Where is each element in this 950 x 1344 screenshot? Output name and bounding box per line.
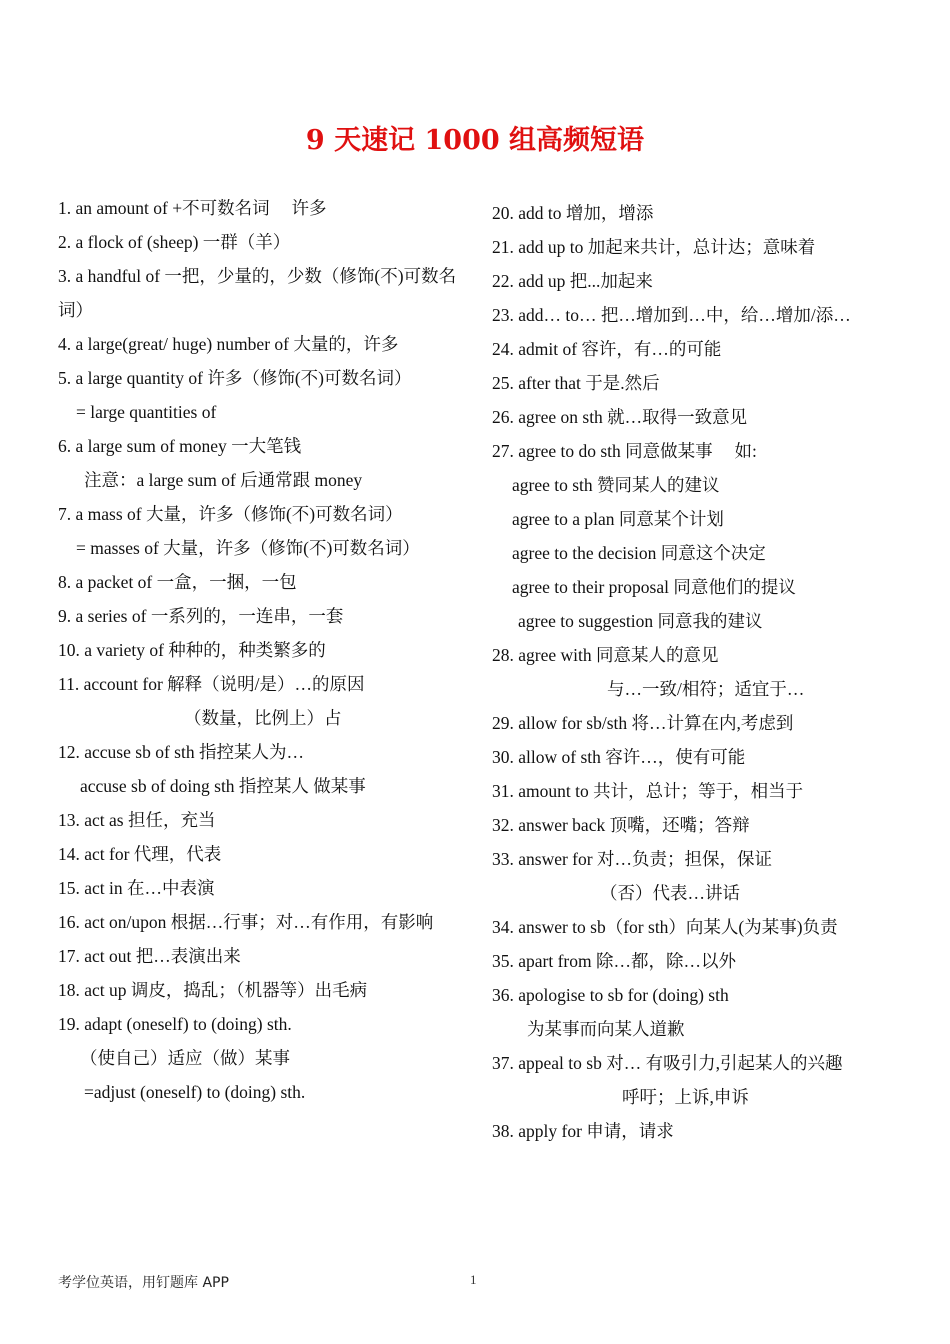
phrase-entry: 19. adapt (oneself) to (doing) sth.: [58, 1014, 292, 1034]
phrase-entry: 32. answer back 顶嘴，还嘴；答辩: [492, 815, 750, 835]
phrase-entry: 18. act up 调皮，捣乱；（机器等）出毛病: [58, 980, 368, 1000]
phrase-entry: 2. a flock of (sheep) 一群（羊）: [58, 232, 291, 252]
phrase-subline: = masses of 大量，许多（修饰(不)可数名词）: [76, 538, 420, 558]
phrase-entry: 12. accuse sb of sth 指控某人为…: [58, 742, 304, 762]
left-column: [58, 191, 458, 1109]
phrase-entry: 8. a packet of 一盒，一捆，一包: [58, 572, 297, 592]
phrase-entry: 1. an amount of +不可数名词 许多: [58, 198, 327, 218]
phrase-entry: 35. apart from 除…都，除…以外: [492, 951, 736, 971]
phrase-entry: 3. a handful of 一把，少量的，少数（修饰(不)可数名词）: [58, 266, 457, 320]
phrase-example: agree to the decision 同意这个决定: [512, 543, 766, 563]
phrase-example: agree to a plan 同意某个计划: [512, 509, 724, 529]
phrase-entry: 30. allow of sth 容许…，使有可能: [492, 747, 746, 767]
phrase-note: 注意：a large sum of 后通常跟 money: [84, 470, 363, 490]
phrase-example: agree to sth 赞同某人的建议: [512, 475, 720, 495]
phrase-entry: 16. act on/upon 根据…行事；对…有作用，有影响: [58, 912, 434, 932]
phrase-entry: 33. answer for 对…负责；担保，保证: [492, 849, 772, 869]
phrase-subline: （使自己）适应（做）某事: [80, 1048, 290, 1068]
phrase-entry: 22. add up 把...加起来: [492, 271, 653, 291]
phrase-entry: 31. amount to 共计，总计；等于，相当于: [492, 781, 804, 801]
phrase-entry: 5. a large quantity of 许多（修饰(不)可数名词）: [58, 368, 412, 388]
phrase-entry: 17. act out 把…表演出来: [58, 946, 241, 966]
phrase-entry: 34. answer to sb（for sth）向某人(为某事)负责: [492, 917, 838, 937]
phrase-subline: 与…一致/相符；适宜于…: [607, 679, 805, 699]
phrase-entry: 25. after that 于是.然后: [492, 373, 660, 393]
phrase-entry: 9. a series of 一系列的，一连串，一套: [58, 606, 344, 626]
phrase-subline: =adjust (oneself) to (doing) sth.: [84, 1082, 306, 1102]
phrase-entry: 23. add… to… 把…增加到…中，给…增加/添…: [492, 305, 851, 325]
footer-text: 考学位英语，用钉题库 APP: [58, 1275, 229, 1291]
phrase-subline: （数量，比例上）占: [184, 708, 342, 728]
phrase-entry: 36. apologise to sb for (doing) sth: [492, 985, 729, 1005]
phrase-subline: = large quantities of: [76, 402, 217, 422]
phrase-entry: 20. add to 增加，增添: [492, 203, 654, 223]
right-column: [492, 196, 902, 1148]
phrase-entry: 37. appeal to sb 对… 有吸引力,引起某人的兴趣: [492, 1053, 843, 1073]
phrase-subline: 呼吁；上诉,申诉: [622, 1087, 749, 1107]
page-title: 9 天速记 1000 组高频短语: [305, 125, 645, 156]
phrase-entry: 28. agree with 同意某人的意见: [492, 645, 719, 665]
phrase-entry: 7. a mass of 大量，许多（修饰(不)可数名词）: [58, 504, 403, 524]
phrase-example: agree to their proposal 同意他们的提议: [512, 577, 796, 597]
phrase-subline: （否）代表…讲话: [600, 883, 740, 903]
phrase-entry: 13. act as 担任，充当: [58, 810, 216, 830]
phrase-entry: 21. add up to 加起来共计，总计达；意味着: [492, 237, 816, 257]
phrase-entry: 4. a large(great/ huge) number of 大量的，许多: [58, 334, 399, 354]
phrase-entry: 29. allow for sb/sth 将…计算在内,考虑到: [492, 713, 794, 733]
phrase-entry: 6. a large sum of money 一大笔钱: [58, 436, 302, 456]
phrase-entry: 14. act for 代理，代表: [58, 844, 222, 864]
phrase-entry: 11. account for 解释（说明/是）…的原因: [58, 674, 365, 694]
phrase-entry: 38. apply for 申请，请求: [492, 1121, 674, 1141]
phrase-example: agree to suggestion 同意我的建议: [518, 611, 763, 631]
page-number: 1: [470, 1272, 477, 1287]
phrase-subline: accuse sb of doing sth 指控某人 做某事: [80, 776, 366, 796]
phrase-entry: 15. act in 在…中表演: [58, 878, 215, 898]
phrase-subline: 为某事而向某人道歉: [527, 1019, 685, 1039]
phrase-entry: 24. admit of 容许，有…的可能: [492, 339, 722, 359]
phrase-entry: 27. agree to do sth 同意做某事 如:: [492, 441, 757, 461]
phrase-entry: 10. a variety of 种种的，种类繁多的: [58, 640, 326, 660]
phrase-entry: 26. agree on sth 就…取得一致意见: [492, 407, 748, 427]
